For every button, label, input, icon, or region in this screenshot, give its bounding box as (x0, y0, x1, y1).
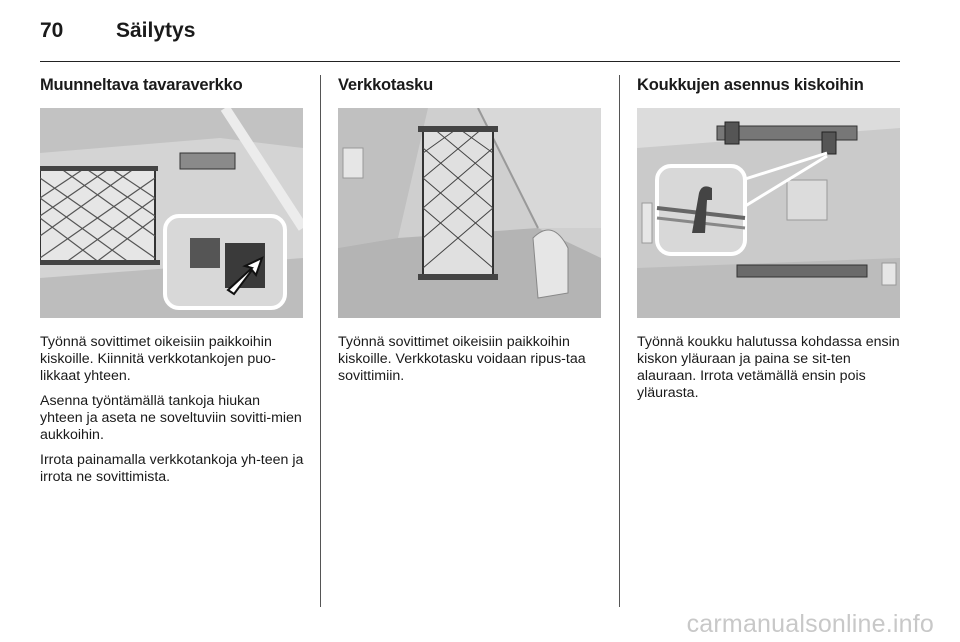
section-body (637, 334, 901, 410)
header-rule (40, 61, 900, 62)
page-number: 70 (40, 19, 64, 42)
section-body (40, 334, 304, 494)
paragraph: Irrota painamalla verkkotankoja yh-teen ja irrota ne sovittimista. (40, 452, 304, 485)
rail-hook-illustration (637, 108, 900, 318)
section-body (338, 334, 602, 393)
paragraph: Asenna työntämällä tankoja hiukan yhteen ja aseta ne soveltuviin sovitti-mien aukkoihin. (40, 393, 302, 443)
section-title: Muunneltava tavaraverkko (40, 76, 243, 94)
paragraph: Työnnä sovittimet oikeisiin paikkoihin kiskoille. Verkkotasku voidaan ripus-taa sovittimiin. (338, 334, 586, 384)
section-title: Verkkotasku (338, 76, 434, 94)
paragraph: Työnnä sovittimet oikeisiin paikkoihin kiskoille. Kiinnitä verkkotankojen puo-likkaat yhteen. (40, 334, 276, 384)
section-heading-cargo-net (40, 76, 304, 95)
section-title: Koukkujen asennus kiskoihin (637, 76, 864, 94)
chapter-title: Säilytys (116, 19, 196, 42)
column-divider (320, 75, 321, 607)
column-divider (619, 75, 620, 607)
net-pocket-illustration (338, 108, 601, 318)
section-heading-net-pocket (338, 76, 602, 95)
watermark: carmanualsonline.info (686, 610, 934, 638)
cargo-net-rail-adapter-illustration (40, 108, 303, 318)
paragraph: Työnnä koukku halutussa kohdassa ensin kiskon yläuraan ja paina se sit-ten alauraan. Irrota vetämällä ensin pois yläurasta. (637, 334, 900, 401)
section-heading-rail-hooks (637, 76, 901, 95)
